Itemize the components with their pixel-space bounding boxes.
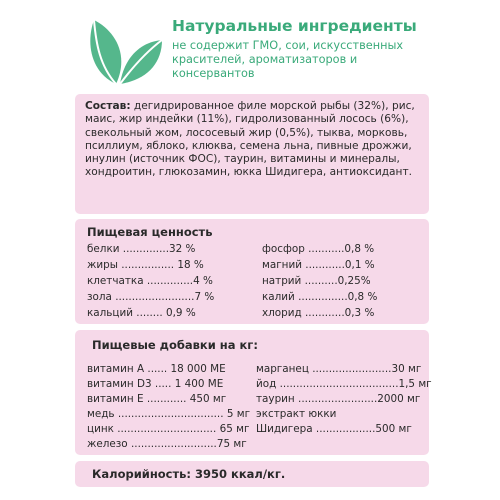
header-title: Натуральные ингредиенты xyxy=(172,17,417,35)
composition-text xyxy=(85,100,421,180)
additive-row: витамин А ...... 18 000 МЕ xyxy=(87,363,226,375)
calories-panel xyxy=(75,461,429,487)
composition-body: дегидрированное филе морской рыбы (32%), рис, маис, жир индейки (11%), гидролизованный лосось (6%), свекольный жом, лососевый жир (0,5%), тыква, морковь, псиллиум, яблоко, клюква, семена льна, пивные дрожжи, инулин (источник ФОС), таурин, витамины и минералы, хондроитин, глюкозамин, юкка Шидигера, антиоксидант. xyxy=(85,100,415,179)
nutrition-row: жиры ................ 18 % xyxy=(87,259,204,271)
nutrition-row: хлорид ............0,3 % xyxy=(262,307,375,319)
nutrition-row: зола ........................7 % xyxy=(87,291,215,303)
nutrition-row: фосфор ...........0,8 % xyxy=(262,243,375,255)
additive-row: марганец ........................30 мг xyxy=(256,363,422,375)
additive-row: Шидигера ..................500 мг xyxy=(256,423,412,435)
additive-row: экстракт юкки xyxy=(256,408,337,420)
nutrition-row: калий ...............0,8 % xyxy=(262,291,378,303)
composition-label: Состав: xyxy=(85,100,131,112)
nutrition-row: магний ............0,1 % xyxy=(262,259,375,271)
header-subtitle: не содержит ГМО, сои, искусственных красителей, ароматизаторов и консервантов xyxy=(172,39,404,80)
composition-panel xyxy=(75,94,429,214)
nutrition-row: клетчатка ..............4 % xyxy=(87,275,213,287)
nutrition-row: натрий ..........0,25% xyxy=(262,275,371,287)
nutrition-panel xyxy=(75,219,429,324)
additive-row: цинк .............................. 65 мг xyxy=(87,423,250,435)
calories-text: Калорийность: 3950 ккал/кг. xyxy=(92,467,286,481)
nutrition-row: кальций ........ 0,9 % xyxy=(87,307,196,319)
additive-row: железо ..........................75 мг xyxy=(87,438,247,450)
additive-row: витамин D3 ..... 1 400 МЕ xyxy=(87,378,224,390)
additive-row: таурин ........................2000 мг xyxy=(256,393,421,405)
nutrition-row: белки ..............32 % xyxy=(87,243,196,255)
additive-row: медь ................................ 5 мг xyxy=(87,408,251,420)
additive-row: йод ....................................1,5 мг xyxy=(256,378,432,390)
additives-title: Пищевые добавки на кг: xyxy=(92,338,258,352)
additives-panel xyxy=(75,330,432,455)
additive-row: витамин Е ............ 450 мг xyxy=(87,393,227,405)
leaves-icon xyxy=(86,14,164,86)
header xyxy=(0,0,500,95)
nutrition-title: Пищевая ценность xyxy=(87,225,213,239)
